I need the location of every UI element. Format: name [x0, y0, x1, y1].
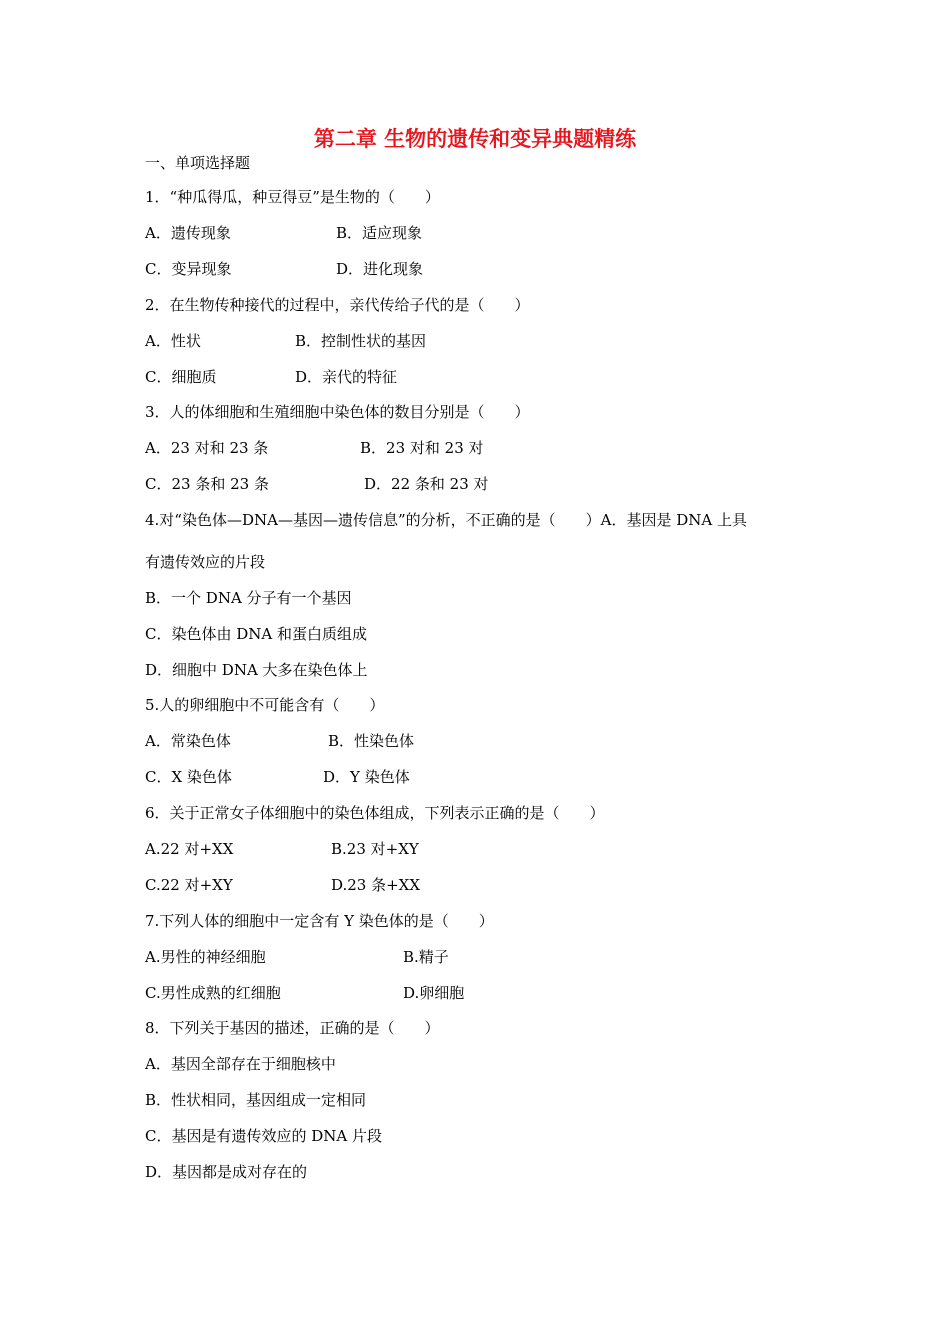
question-1-option-a: A．遗传现象 — [145, 224, 231, 242]
question-6-option-c: C.22 对+XY — [145, 876, 233, 894]
question-4-option-b: B．一个 DNA 分子有一个基因 — [145, 589, 352, 607]
question-8-option-a: A．基因全部存在于细胞核中 — [145, 1055, 336, 1073]
question-3-option-d: D．22 条和 23 对 — [364, 475, 489, 493]
question-6-option-a: A.22 对+XX — [145, 840, 234, 858]
question-8-option-b: B．性状相同，基因组成一定相同 — [145, 1091, 367, 1109]
question-6-stem: 6．关于正常女子体细胞中的染色体组成，下列表示正确的是（ ） — [145, 804, 605, 822]
question-4-stem: 4.对“染色体—DNA—基因—遗传信息”的分析，不正确的是（ ）A．基因是 DNA 上具 — [145, 511, 747, 529]
page-title: 第二章 生物的遗传和变异典题精练 — [313, 127, 637, 151]
question-7-option-b: B.精子 — [403, 948, 449, 966]
question-7-option-a: A.男性的神经细胞 — [145, 948, 266, 966]
question-5-option-a: A．常染色体 — [145, 732, 231, 750]
question-6-option-b: B.23 对+XY — [331, 840, 419, 858]
question-8-option-c: C．基因是有遗传效应的 DNA 片段 — [145, 1127, 382, 1145]
question-5-option-d: D．Y 染色体 — [323, 768, 410, 786]
question-2-stem: 2．在生物传种接代的过程中，亲代传给子代的是（ ） — [145, 296, 530, 314]
question-6-option-d: D.23 条+XX — [331, 876, 421, 894]
question-3-option-c: C．23 条和 23 条 — [145, 475, 269, 493]
question-4-stem-continued: 有遗传效应的片段 — [145, 553, 266, 571]
question-1-stem: 1．“种瓜得瓜，种豆得豆”是生物的（ ） — [145, 188, 440, 206]
question-4-option-d: D．细胞中 DNA 大多在染色体上 — [145, 661, 368, 679]
question-5-option-c: C．X 染色体 — [145, 768, 232, 786]
question-7-option-c: C.男性成熟的红细胞 — [145, 984, 281, 1002]
question-5-option-b: B．性染色体 — [328, 732, 415, 750]
section-heading: 一、单项选择题 — [145, 154, 251, 172]
question-7-option-d: D.卵细胞 — [403, 984, 465, 1002]
question-8-stem: 8．下列关于基因的描述，正确的是（ ） — [145, 1019, 440, 1037]
question-2-option-c: C．细胞质 — [145, 368, 217, 386]
question-7-stem: 7.下列人体的细胞中一定含有 Y 染色体的是（ ） — [145, 912, 494, 930]
question-4-option-c: C．染色体由 DNA 和蛋白质组成 — [145, 625, 367, 643]
question-2-option-d: D．亲代的特征 — [295, 368, 398, 386]
question-1-option-b: B．适应现象 — [336, 224, 423, 242]
question-3-stem: 3．人的体细胞和生殖细胞中染色体的数目分别是（ ） — [145, 403, 530, 421]
question-2-option-a: A．性状 — [145, 332, 201, 350]
question-1-option-c: C．变异现象 — [145, 260, 232, 278]
question-3-option-a: A．23 对和 23 条 — [145, 439, 269, 457]
question-8-option-d: D．基因都是成对存在的 — [145, 1163, 308, 1181]
question-5-stem: 5.人的卵细胞中不可能含有（ ） — [145, 696, 385, 714]
question-2-option-b: B．控制性状的基因 — [295, 332, 427, 350]
question-3-option-b: B．23 对和 23 对 — [360, 439, 484, 457]
question-1-option-d: D．进化现象 — [336, 260, 424, 278]
